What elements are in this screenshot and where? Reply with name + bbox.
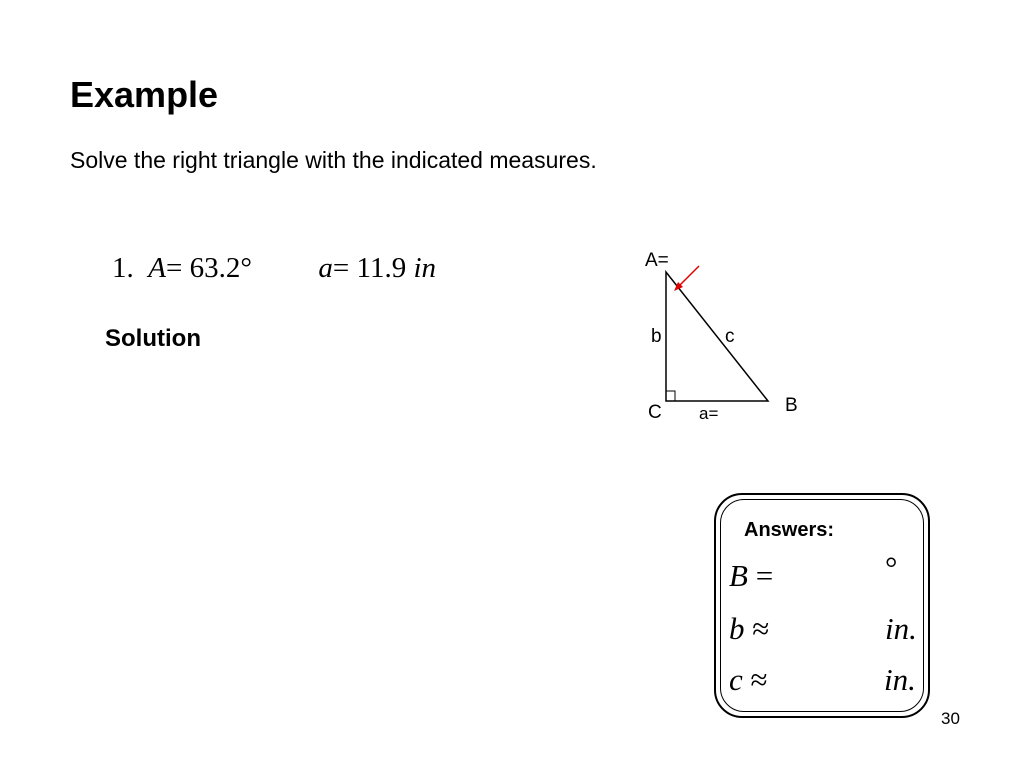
answer-row-c-side — [729, 662, 768, 698]
angle-arrow-line — [678, 266, 699, 287]
answer-relation: ≈ — [752, 611, 770, 646]
answer-lhs: B — [729, 558, 748, 593]
answer-row-b-side — [729, 611, 769, 647]
answer-row-b-angle — [729, 558, 773, 594]
side-unit: in — [413, 252, 437, 284]
answer-unit-inches: in. — [884, 662, 916, 697]
side-value: = 11.9 — [332, 252, 407, 284]
vertex-label-a: A= — [645, 250, 669, 271]
side-label-a: a= — [699, 404, 719, 423]
answer-relation: = — [755, 558, 774, 593]
vertex-label-c: C — [648, 402, 662, 423]
angle-variable: A — [148, 252, 166, 284]
triangle-shape — [666, 272, 768, 401]
problem-number: 1. — [112, 252, 134, 284]
answer-relation: ≈ — [750, 662, 768, 697]
solution-heading: Solution — [105, 325, 201, 352]
slide-subtitle: Solve the right triangle with the indicated measures. — [70, 147, 597, 173]
slide-title: Example — [70, 74, 219, 115]
side-variable: a — [318, 252, 333, 284]
side-label-b: b — [651, 326, 662, 347]
page-number: 30 — [941, 709, 960, 728]
angle-value: = 63.2° — [165, 252, 252, 284]
side-label-c: c — [725, 326, 735, 347]
vertex-label-b: B — [785, 395, 798, 416]
answer-unit-inches: in. — [885, 611, 917, 646]
answer-unit-degree: ° — [885, 550, 898, 585]
answer-lhs: c — [729, 662, 743, 697]
answers-heading: Answers: — [744, 519, 835, 541]
right-angle-marker — [666, 391, 675, 401]
answer-lhs: b — [729, 611, 745, 646]
